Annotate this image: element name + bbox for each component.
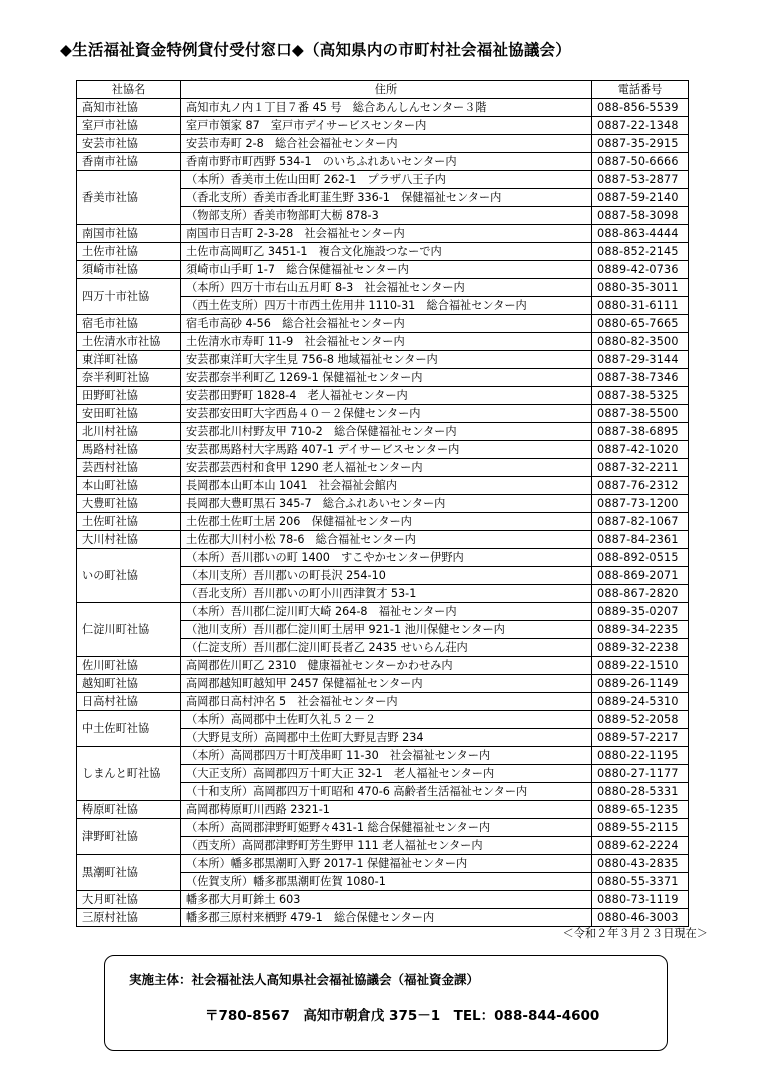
table-row (77, 675, 689, 693)
table-row (77, 711, 689, 729)
council-phone: 0887-38-7346 (592, 369, 689, 387)
council-name: 香南市社協 (77, 153, 181, 171)
council-phone: 0887-76-2312 (592, 477, 689, 495)
council-name: 東洋町社協 (77, 351, 181, 369)
council-phone: 0889-35-0207 (592, 603, 689, 621)
council-name: 馬路村社協 (77, 441, 181, 459)
council-phone: 0880-43-2835 (592, 855, 689, 873)
council-phone: 0880-73-1119 (592, 891, 689, 909)
council-phone: 0887-42-1020 (592, 441, 689, 459)
council-name: 芸西村社協 (77, 459, 181, 477)
table-row (77, 855, 689, 873)
council-address: （西支所）高岡郡津野町芳生野甲 111 老人福祉センター内 (181, 837, 592, 855)
council-phone: 0880-31-6111 (592, 297, 689, 315)
table-row (77, 495, 689, 513)
table-row (77, 909, 689, 927)
council-name: 香美市社協 (77, 171, 181, 225)
council-phone: 0880-82-3500 (592, 333, 689, 351)
council-phone: 088-863-4444 (592, 225, 689, 243)
council-address: 長岡郡本山町本山 1041 社会福祉会館内 (181, 477, 592, 495)
table-row (77, 333, 689, 351)
council-name: 須崎市社協 (77, 261, 181, 279)
table-row (77, 261, 689, 279)
council-phone: 0889-32-2238 (592, 639, 689, 657)
council-name: 南国市社協 (77, 225, 181, 243)
council-name: いの町社協 (77, 549, 181, 603)
council-address: 高岡郡梼原町川西路 2321-1 (181, 801, 592, 819)
council-name: 室戸市社協 (77, 117, 181, 135)
table-row (77, 387, 689, 405)
council-phone: 0880-65-7665 (592, 315, 689, 333)
table-row (77, 153, 689, 171)
council-address: （西土佐支所）四万十市西土佐用井 1110-31 総合福祉センター内 (181, 297, 592, 315)
table-row (77, 657, 689, 675)
council-address: （本所）四万十市右山五月町 8-3 社会福祉センター内 (181, 279, 592, 297)
header-name: 社協名 (77, 81, 181, 99)
table-row (77, 225, 689, 243)
council-address: 安芸郡北川村野友甲 710-2 総合保健福祉センター内 (181, 423, 592, 441)
council-address: （本所）吾川郡いの町 1400 すこやかセンター伊野内 (181, 549, 592, 567)
council-address: 安芸郡奈半利町乙 1269-1 保健福祉センター内 (181, 369, 592, 387)
table-body (77, 99, 689, 927)
council-address: 安芸市寿町 2-8 総合社会福祉センター内 (181, 135, 592, 153)
council-directory-table (76, 80, 689, 927)
council-address: 土佐郡土佐町土居 206 保健福祉センター内 (181, 513, 592, 531)
council-phone: 0887-35-2915 (592, 135, 689, 153)
council-phone: 0889-22-1510 (592, 657, 689, 675)
council-phone: 088-867-2820 (592, 585, 689, 603)
council-address: 幡多郡大月町鉾土 603 (181, 891, 592, 909)
as-of-date: ＜令和２年３月２３日現在＞ (562, 927, 708, 940)
council-phone: 0880-46-3003 (592, 909, 689, 927)
table-row (77, 603, 689, 621)
council-phone: 0887-38-5500 (592, 405, 689, 423)
council-name: 本山町社協 (77, 477, 181, 495)
council-name: 北川村社協 (77, 423, 181, 441)
header-phone: 電話番号 (592, 81, 689, 99)
table-row (77, 243, 689, 261)
council-address: 安芸郡東洋町大字生見 756-8 地域福祉センター内 (181, 351, 592, 369)
council-phone: 0887-29-3144 (592, 351, 689, 369)
council-address: （仁淀支所）吾川郡仁淀川町長者乙 2435 せいらん荘内 (181, 639, 592, 657)
council-phone: 088-852-2145 (592, 243, 689, 261)
table-row (77, 513, 689, 531)
council-phone: 0889-62-2224 (592, 837, 689, 855)
table-row (77, 693, 689, 711)
council-address: 高知市丸ノ内１丁目７番 45 号 総合あんしんセンター３階 (181, 99, 592, 117)
table-row (77, 99, 689, 117)
council-address: 高岡郡日高村沖名 5 社会福祉センター内 (181, 693, 592, 711)
council-address: 安芸郡田野町 1828-4 老人福祉センター内 (181, 387, 592, 405)
council-address: （大正支所）高岡郡四万十町大正 32-1 老人福祉センター内 (181, 765, 592, 783)
council-name: 土佐清水市社協 (77, 333, 181, 351)
council-address: （本所）高岡郡津野町姫野々431-1 総合保健福祉センター内 (181, 819, 592, 837)
council-phone: 0880-22-1195 (592, 747, 689, 765)
council-address: 高岡郡越知町越知甲 2457 保健福祉センター内 (181, 675, 592, 693)
council-name: 土佐市社協 (77, 243, 181, 261)
council-name: 安芸市社協 (77, 135, 181, 153)
address-phone-line: 〒780-8567 高知市朝倉戊 375－1 TEL：088-844-4600 (205, 1008, 600, 1024)
table-row (77, 459, 689, 477)
contact-box (104, 955, 668, 1051)
council-address: 幡多郡三原村来栖野 479-1 総合保健センター内 (181, 909, 592, 927)
council-phone: 0887-58-3098 (592, 207, 689, 225)
council-phone: 0887-22-1348 (592, 117, 689, 135)
council-name: 田野町社協 (77, 387, 181, 405)
council-name: 大川村社協 (77, 531, 181, 549)
council-address: （本所）高岡郡中土佐町久礼５２－２ (181, 711, 592, 729)
council-phone: 0889-34-2235 (592, 621, 689, 639)
council-address: 宿毛市高砂 4-56 総合社会福祉センター内 (181, 315, 592, 333)
council-phone: 0887-38-5325 (592, 387, 689, 405)
council-name: 黒潮町社協 (77, 855, 181, 891)
council-address: 土佐清水市寿町 11-9 社会福祉センター内 (181, 333, 592, 351)
council-address: 南国市日吉町 2-3-28 社会福祉センター内 (181, 225, 592, 243)
council-address: 安芸郡馬路村大字馬路 407-1 デイサービスセンター内 (181, 441, 592, 459)
council-address: （香北支所）香美市香北町韮生野 336-1 保健福祉センター内 (181, 189, 592, 207)
council-phone: 0880-35-3011 (592, 279, 689, 297)
council-phone: 088-892-0515 (592, 549, 689, 567)
council-address: （本所）高岡郡四万十町茂串町 11-30 社会福祉センター内 (181, 747, 592, 765)
header-address: 住所 (181, 81, 592, 99)
council-address: 須崎市山手町 1-7 総合保健福祉センター内 (181, 261, 592, 279)
table-row (77, 477, 689, 495)
council-name: 大豊町社協 (77, 495, 181, 513)
council-phone: 0887-73-1200 (592, 495, 689, 513)
council-address: （池川支所）吾川郡仁淀川町土居甲 921-1 池川保健センター内 (181, 621, 592, 639)
table-row (77, 135, 689, 153)
council-name: 佐川町社協 (77, 657, 181, 675)
council-name: 越知町社協 (77, 675, 181, 693)
table-row (77, 117, 689, 135)
council-address: 室戸市領家 87 室戸市デイサービスセンター内 (181, 117, 592, 135)
table-row (77, 549, 689, 567)
council-address: （吾北支所）吾川郡いの町小川西津賀才 53-1 (181, 585, 592, 603)
council-phone: 0880-55-3371 (592, 873, 689, 891)
council-phone: 0887-82-1067 (592, 513, 689, 531)
council-phone: 088-869-2071 (592, 567, 689, 585)
table-row (77, 423, 689, 441)
council-address: （本所）吾川郡仁淀川町大崎 264-8 福祉センター内 (181, 603, 592, 621)
table-header-row (77, 81, 689, 99)
council-phone: 0889-57-2217 (592, 729, 689, 747)
council-phone: 0889-55-2115 (592, 819, 689, 837)
council-address: 高岡郡佐川町乙 2310 健康福祉センターかわせみ内 (181, 657, 592, 675)
page-title: ◆生活福祉資金特例貸付受付窓口◆（高知県内の市町村社会福祉協議会） (60, 41, 571, 59)
council-address: 安芸郡芸西村和食甲 1290 老人福祉センター内 (181, 459, 592, 477)
council-phone: 0889-65-1235 (592, 801, 689, 819)
council-phone: 0887-53-2877 (592, 171, 689, 189)
council-address: （本所）幡多郡黒潮町入野 2017-1 保健福祉センター内 (181, 855, 592, 873)
table-row (77, 315, 689, 333)
council-name: 中土佐町社協 (77, 711, 181, 747)
council-address: （物部支所）香美市物部町大栃 878-3 (181, 207, 592, 225)
council-phone: 0887-84-2361 (592, 531, 689, 549)
table-row (77, 171, 689, 189)
organizer-line: 実施主体：社会福祉法人高知県社会福祉協議会（福祉資金課） (129, 972, 480, 987)
council-name: 三原村社協 (77, 909, 181, 927)
council-name: 宿毛市社協 (77, 315, 181, 333)
council-address: （本川支所）吾川郡いの町長沢 254-10 (181, 567, 592, 585)
table-row (77, 891, 689, 909)
council-name: 大月町社協 (77, 891, 181, 909)
table-row (77, 531, 689, 549)
council-name: 日高村社協 (77, 693, 181, 711)
table-row (77, 405, 689, 423)
council-address: （大野見支所）高岡郡中土佐町大野見吉野 234 (181, 729, 592, 747)
council-name: 仁淀川町社協 (77, 603, 181, 657)
council-phone: 0889-26-1149 (592, 675, 689, 693)
council-name: しまんと町社協 (77, 747, 181, 801)
council-address: 長岡郡大豊町黒石 345-7 総合ふれあいセンター内 (181, 495, 592, 513)
council-phone: 0880-27-1177 (592, 765, 689, 783)
table-row (77, 441, 689, 459)
council-phone: 0889-52-2058 (592, 711, 689, 729)
council-address: 安芸郡安田町大字西島４０－２保健センター内 (181, 405, 592, 423)
council-phone: 0887-50-6666 (592, 153, 689, 171)
table-row (77, 279, 689, 297)
table-row (77, 351, 689, 369)
table-row (77, 819, 689, 837)
council-address: 香南市野市町西野 534-1 のいちふれあいセンター内 (181, 153, 592, 171)
council-name: 四万十市社協 (77, 279, 181, 315)
table-row (77, 801, 689, 819)
council-name: 津野町社協 (77, 819, 181, 855)
council-address: 土佐市高岡町乙 3451-1 複合文化施設つなーで内 (181, 243, 592, 261)
table-row (77, 747, 689, 765)
council-phone: 0889-42-0736 (592, 261, 689, 279)
council-phone: 0880-28-5331 (592, 783, 689, 801)
council-phone: 0889-24-5310 (592, 693, 689, 711)
council-address: （本所）香美市土佐山田町 262-1 プラザ八王子内 (181, 171, 592, 189)
council-phone: 0887-59-2140 (592, 189, 689, 207)
council-name: 安田町社協 (77, 405, 181, 423)
council-name: 梼原町社協 (77, 801, 181, 819)
council-phone: 0887-38-6895 (592, 423, 689, 441)
council-address: 土佐郡大川村小松 78-6 総合福祉センター内 (181, 531, 592, 549)
council-address: （佐賀支所）幡多郡黒潮町佐賀 1080-1 (181, 873, 592, 891)
table-row (77, 369, 689, 387)
council-phone: 0887-32-2211 (592, 459, 689, 477)
council-phone: 088-856-5539 (592, 99, 689, 117)
council-name: 高知市社協 (77, 99, 181, 117)
council-name: 土佐町社協 (77, 513, 181, 531)
council-address: （十和支所）高岡郡四万十町昭和 470-6 高齢者生活福祉センター内 (181, 783, 592, 801)
council-name: 奈半利町社協 (77, 369, 181, 387)
